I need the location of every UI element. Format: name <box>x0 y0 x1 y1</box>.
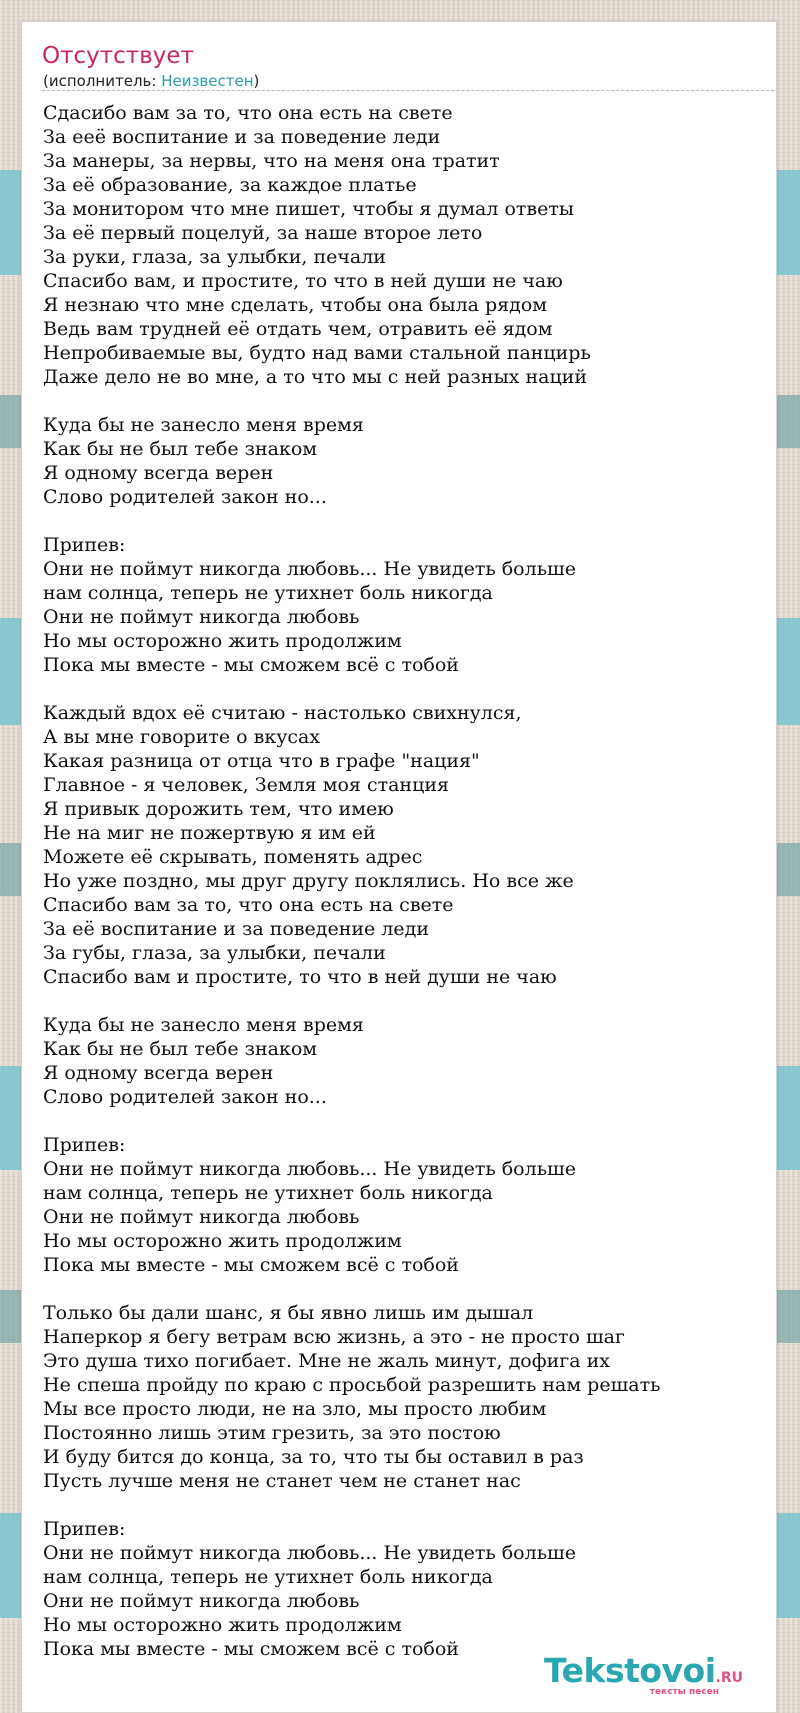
lyric-line: За ееё воспитание и за поведение леди <box>43 126 441 148</box>
lyric-line: Непробиваемые вы, будто над вами стальной панцирь <box>43 342 591 364</box>
stanza-break <box>43 1277 773 1301</box>
stanza-break <box>43 389 773 413</box>
lyric-line: Только бы дали шанс, я бы явно лишь им дышал <box>43 1302 534 1324</box>
stanza-break <box>43 509 773 533</box>
lyric-line: Сдасибо вам за то, что она есть на свете <box>43 102 453 124</box>
stanza-break <box>43 677 773 701</box>
artist-link[interactable]: Неизвестен <box>161 72 254 90</box>
artist-prefix: (исполнитель: <box>43 72 162 90</box>
lyric-line: Они не поймут никогда любовь... Не увидеть больше <box>43 558 576 580</box>
lyric-line: Куда бы не занесло меня время <box>43 414 364 436</box>
stanza-break <box>43 1109 773 1133</box>
lyric-line: Слово родителей закон но... <box>43 1086 327 1108</box>
lyric-line: Я незнаю что мне сделать, чтобы она была рядом <box>43 294 548 316</box>
lyric-line: Они не поймут никогда любовь... Не увидеть больше <box>43 1158 576 1180</box>
artist-line <box>43 71 259 91</box>
lyric-line: Куда бы не занесло меня время <box>43 1014 364 1036</box>
lyric-line: Припев: <box>43 1518 126 1540</box>
dashed-divider <box>42 90 777 91</box>
lyric-line: Каждый вдох её считаю - настолько свихнулся, <box>43 702 522 724</box>
lyric-line: Но мы осторожно жить продолжим <box>43 1614 402 1636</box>
logo-wordmark: Tekstovoi <box>543 1651 716 1690</box>
lyric-line: За монитором что мне пишет, чтобы я думал ответы <box>43 198 574 220</box>
lyric-line: Я одному всегда верен <box>43 462 274 484</box>
lyric-line: нам солнца, теперь не утихнет боль никогда <box>43 1182 493 1204</box>
lyric-line: Мы все просто люди, не на зло, мы просто любим <box>43 1398 547 1420</box>
lyric-line: Главное - я человек, Земля моя станция <box>43 774 449 796</box>
lyric-line: Наперкор я бегу ветрам всю жизнь, а это - не просто шаг <box>43 1326 625 1348</box>
site-logo[interactable] <box>533 1651 743 1697</box>
lyric-line: Ведь вам трудней её отдать чем, отравить её ядом <box>43 318 553 340</box>
stanza-break <box>43 989 773 1013</box>
song-title: Отсутствует <box>42 43 194 69</box>
lyric-line: Пока мы вместе - мы сможем всё с тобой <box>43 1254 459 1276</box>
lyric-line: Спасибо вам и простите, то что в ней души не чаю <box>43 966 557 988</box>
lyric-line: Даже дело не во мне, а то что мы с ней разных наций <box>43 366 587 388</box>
lyric-line: Они не поймут никогда любовь <box>43 606 360 628</box>
lyric-line: Я одному всегда верен <box>43 1062 274 1084</box>
lyric-line: Не спеша пройду по краю с просьбой разрешить нам решать <box>43 1374 661 1396</box>
lyrics-card <box>21 21 777 1713</box>
lyrics-text <box>43 101 773 1661</box>
lyric-line: За губы, глаза, за улыбки, печали <box>43 942 386 964</box>
lyric-line: Спасибо вам за то, что она есть на свете <box>43 894 454 916</box>
lyric-line: Спасибо вам, и простите, то что в ней души не чаю <box>43 270 563 292</box>
lyric-line: А вы мне говорите о вкусах <box>43 726 321 748</box>
logo-tagline: тексты песен <box>649 1687 719 1697</box>
lyric-line: нам солнца, теперь не утихнет боль никогда <box>43 1566 493 1588</box>
lyric-line: За её воспитание и за поведение леди <box>43 918 429 940</box>
lyric-line: Слово родителей закон но... <box>43 486 327 508</box>
lyric-line: Они не поймут никогда любовь <box>43 1206 360 1228</box>
logo-domain-suffix: .RU <box>715 1670 743 1686</box>
lyric-line: нам солнца, теперь не утихнет боль никогда <box>43 582 493 604</box>
lyric-line: Припев: <box>43 534 126 556</box>
lyric-line: Но мы осторожно жить продолжим <box>43 630 402 652</box>
lyric-line: Но мы осторожно жить продолжим <box>43 1230 402 1252</box>
lyric-line: Они не поймут никогда любовь <box>43 1590 360 1612</box>
lyric-line: Пока мы вместе - мы сможем всё с тобой <box>43 654 459 676</box>
lyric-line: Припев: <box>43 1134 126 1156</box>
lyric-line: Я привык дорожить тем, что имею <box>43 798 394 820</box>
lyric-line: За руки, глаза, за улыбки, печали <box>43 246 386 268</box>
lyric-line: Но уже поздно, мы друг другу поклялись. Но все же <box>43 870 574 892</box>
lyric-line: За её образование, за каждое платье <box>43 174 417 196</box>
lyric-line: Как бы не был тебе знаком <box>43 438 318 460</box>
lyric-line: Какая разница от отца что в графе "нация" <box>43 750 480 772</box>
lyric-line: Не на миг не пожертвую я им ей <box>43 822 376 844</box>
lyric-line: Это душа тихо погибает. Мне не жаль минут, дофига их <box>43 1350 610 1372</box>
lyric-line: За манеры, за нервы, что на меня она тратит <box>43 150 500 172</box>
lyric-line: И буду бится до конца, за то, что ты бы оставил в раз <box>43 1446 584 1468</box>
lyric-line: Как бы не был тебе знаком <box>43 1038 318 1060</box>
stanza-break <box>43 1493 773 1517</box>
lyric-line: Пока мы вместе - мы сможем всё с тобой <box>43 1638 459 1660</box>
lyric-line: Они не поймут никогда любовь... Не увидеть больше <box>43 1542 576 1564</box>
lyric-line: Постоянно лишь этим грезить, за это постою <box>43 1422 501 1444</box>
artist-suffix: ) <box>253 72 260 90</box>
lyric-line: Можете её скрывать, поменять адрес <box>43 846 423 868</box>
lyric-line: Пусть лучше меня не станет чем не станет нас <box>43 1470 521 1492</box>
lyric-line: За её первый поцелуй, за наше второе лето <box>43 222 483 244</box>
